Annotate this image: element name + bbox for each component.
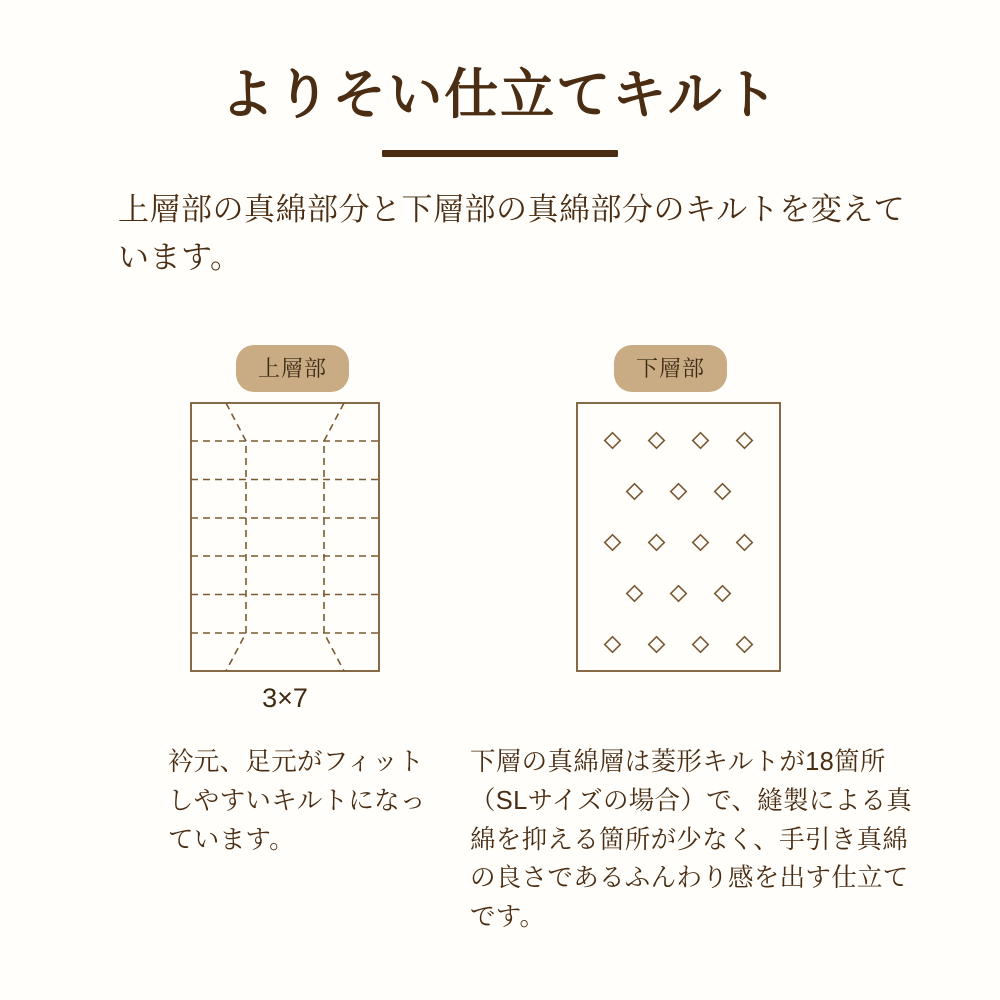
- upper-layer-badge-wrap: [236, 345, 349, 392]
- quilt-size-caption: 3×7: [262, 683, 308, 713]
- lower-layer-badge: 下層部: [614, 345, 727, 392]
- lower-layer-description: 下層の真綿層は菱形キルトが18箇所（SLサイズの場合）で、縫製による真綿を抑える箇所が少なく、手引き真綿の良さであるふんわり感を出す仕立てです。: [470, 748, 913, 931]
- lead-paragraph: 上層部の真綿部分と下層部の真綿部分のキルトを変えています。: [118, 192, 906, 276]
- quilt-grid-svg: [190, 402, 380, 672]
- upper-layer-description: 衿元、足元がフィットしやすいキルトになっています。: [168, 748, 426, 854]
- lower-layer-badge-wrap: [614, 345, 727, 392]
- lower-layer-diagram: [576, 402, 781, 677]
- title-underline: [382, 150, 618, 157]
- diamond-tack-grid-svg: [576, 402, 781, 672]
- page-title: よりそい仕立てキルト: [220, 65, 780, 125]
- upper-layer-badge: 上層部: [236, 345, 349, 392]
- upper-layer-diagram: [190, 402, 380, 677]
